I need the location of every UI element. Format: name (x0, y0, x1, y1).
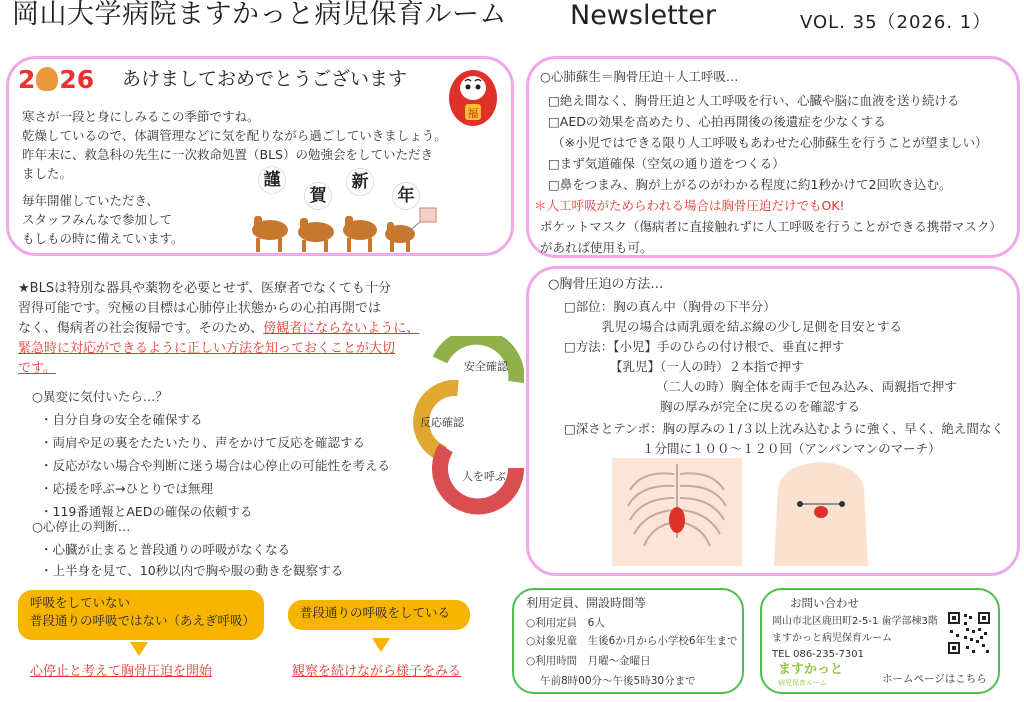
compression-line-5: （二人の時）胸全体を両手で包み込み、両親指で押す (656, 379, 957, 394)
compression-line-2: 乳児の場合は両乳頭を結ぶ線の少し足側を目安とする (602, 319, 903, 334)
info-line-2: ○対象児童 生後6か月から小学校6年生まで (526, 635, 738, 647)
kakizome-1: 謹 (258, 166, 286, 194)
info-line-1: ○利用定員 6人 (526, 617, 605, 629)
horse-icon (36, 67, 58, 91)
greeting-title: あけましておめでとうございます (122, 68, 408, 90)
bls-intro-red-inline: 傍観者にならないように、 (263, 321, 420, 336)
greeting-line-7: もしもの時に備えています。 (22, 231, 184, 246)
greeting-line-3: 昨年末に、救急科の先生に一次救命処置（BLS）の勉強会をしていただき (22, 147, 433, 162)
kakizome-4: 年 (392, 182, 420, 210)
notice-item-4: ・応援を呼ぶ→ひとりでは無理 (40, 481, 213, 496)
cpr-mask-1: ポケットマスク（傷病者に直接触れずに人工呼吸を行うことができる携帯マスク） (540, 219, 1002, 234)
daruma-char: 福 (467, 107, 479, 120)
kakizome-3: 新 (346, 168, 374, 196)
contact-line-1: 岡山市北区鹿田町2-5-1 歯学部棟3階 (772, 616, 938, 627)
bls-intro-2: 習得可能です。究極の目標は心肺停止状態からの心拍再開では (18, 301, 381, 316)
result-breathing: 観察を続けながら様子をみる (292, 664, 462, 679)
breathing-label: 普段通りの呼吸をしている (300, 605, 451, 620)
cpr-item-1: □絶え間なく、胸骨圧迫と人工呼吸を行い、心臓や脳に血液を送り続ける (548, 93, 960, 108)
cpr-mask-2: があれば使用も可。 (540, 240, 653, 255)
notice-title: ○異変に気付いたら…？ (32, 389, 168, 404)
info-line-3: ○利用時間 月曜～金曜日 (526, 655, 651, 667)
homepage-link[interactable]: ホームページはこちら (882, 673, 987, 685)
volume-label: VOL. 35（2026. 1） (800, 12, 992, 33)
no-breathing-line-2: 普段通りの呼吸ではない（あえぎ呼吸） (30, 613, 256, 628)
bls-intro-1: ★BLSは特別な器具や薬物を必要とせず、医療者でなくても十分 (18, 281, 392, 296)
info-line-4: 午前8時00分～午後5時30分まで (540, 675, 696, 687)
breathing-box (288, 600, 470, 630)
cycle-label-2: 反応確認 (420, 416, 464, 429)
cpr-item-2: □AEDの効果を高めたり、心拍再開後の後遺症を少なくする (548, 114, 886, 129)
notice-item-1: ・自分自身の安全を確保する (40, 412, 203, 427)
compression-line-8: １分間に１００～１２０回（アンパンマンのマーチ） (642, 441, 941, 456)
contact-line-2: ますかっと病児保育ルーム (772, 633, 892, 644)
cpr-title: ○心肺蘇生＝胸骨圧迫＋人工呼吸… (540, 69, 739, 84)
bls-red-1: 緊急時に対応ができるように正しい方法を知っておくことが大切 (18, 341, 396, 356)
compression-point-marker (669, 507, 685, 533)
contact-title: お問い合わせ (790, 596, 859, 610)
greeting-line-2: 乾燥しているので、体調管理などに気を配りながら過ごしていきましょう。 (22, 128, 447, 143)
result-no-breathing: 心停止と考えて胸骨圧迫を開始 (30, 664, 213, 679)
arrest-item-2: ・上半身を見て、10秒以内で胸や服の動きを観察する (40, 563, 344, 578)
greeting-line-6: スタッフみんなで参加して (22, 212, 173, 227)
bls-red-2: です。 (18, 361, 56, 376)
newsletter-label: Newsletter (570, 0, 716, 31)
kakizome-2: 賀 (304, 182, 332, 210)
arrest-item-1: ・心臓が止まると普段通りの呼吸がなくなる (40, 542, 291, 557)
no-breathing-line-1: 呼吸をしていない (30, 595, 131, 610)
compression-line-6: 胸の厚みが完全に戻るのを確認する (660, 399, 861, 414)
compression-line-3: □方法：【小児】手のひらの付け根で、垂直に押す (564, 339, 845, 354)
compression-point-marker (814, 506, 828, 518)
page-title: 岡山大学病院ますかっと病児保育ルーム (12, 0, 507, 30)
logo-subtext: 病児保育ルーム (778, 679, 827, 687)
qr-code[interactable] (946, 610, 992, 656)
cpr-item-3: （※小児ではできる限り人工呼吸もあわせた心肺蘇生を行うことが望ましい） (552, 135, 988, 150)
no-breathing-box (18, 590, 264, 640)
bls-intro-3: なく、傷病者の社会復帰です。そのため、傍観者にならないように、 (18, 321, 420, 336)
compression-line-4: 【乳児】（一人の時）２本指で押す (610, 359, 804, 374)
down-arrow-icon (372, 638, 390, 652)
down-arrow-icon (130, 642, 148, 656)
notice-item-5: ・119番通報とAEDの確保の依頼する (40, 504, 253, 519)
infant-torso-illustration (764, 458, 878, 566)
arrest-title: ○心停止の判断… (32, 519, 131, 534)
cpr-note: ＊人工呼吸がためらわれる場合は胸骨圧迫だけでもOK! (534, 198, 845, 213)
masukatto-logo (778, 662, 858, 690)
notice-item-2: ・両肩や足の裏をたたいたり、声をかけて反応を確認する (40, 435, 366, 450)
ribcage-illustration (612, 458, 742, 566)
logo-text: ますかっと (778, 662, 844, 677)
year-2026: 2 26 (18, 65, 95, 94)
info-title: 利用定員、開設時間等 (526, 596, 647, 610)
greeting-line-4: ました。 (22, 166, 73, 181)
compression-line-7: □深さとテンポ：胸の厚みの１/３以上沈み込むように強く、早く、絶え間なく (564, 421, 1004, 436)
bls-cycle-diagram (412, 336, 524, 516)
compression-title: ○胸骨圧迫の方法… (548, 277, 664, 292)
daruma-icon (447, 64, 499, 128)
notice-item-3: ・反応がない場合や判断に迷う場合は心停止の可能性を考える (40, 458, 391, 473)
compression-line-1: □部位：胸の真ん中（胸骨の下半分） (564, 299, 776, 314)
greeting-line-5: 毎年開催していただき、 (22, 193, 160, 208)
cycle-label-3: 人を呼ぶ (462, 470, 506, 483)
greeting-line-1: 寒さが一段と身にしみるこの季節ですね。 (22, 109, 260, 124)
cpr-item-5: □鼻をつまみ、胸が上がるのがわかる程度に約1秒かけて2回吹き込む。 (548, 177, 952, 192)
cpr-item-4: □まず気道確保（空気の通り道をつくる） (548, 156, 785, 171)
contact-line-3: TEL 086-235-7301 (772, 649, 865, 660)
cycle-label-1: 安全確認 (464, 360, 508, 373)
running-horses-illustration (248, 198, 448, 256)
